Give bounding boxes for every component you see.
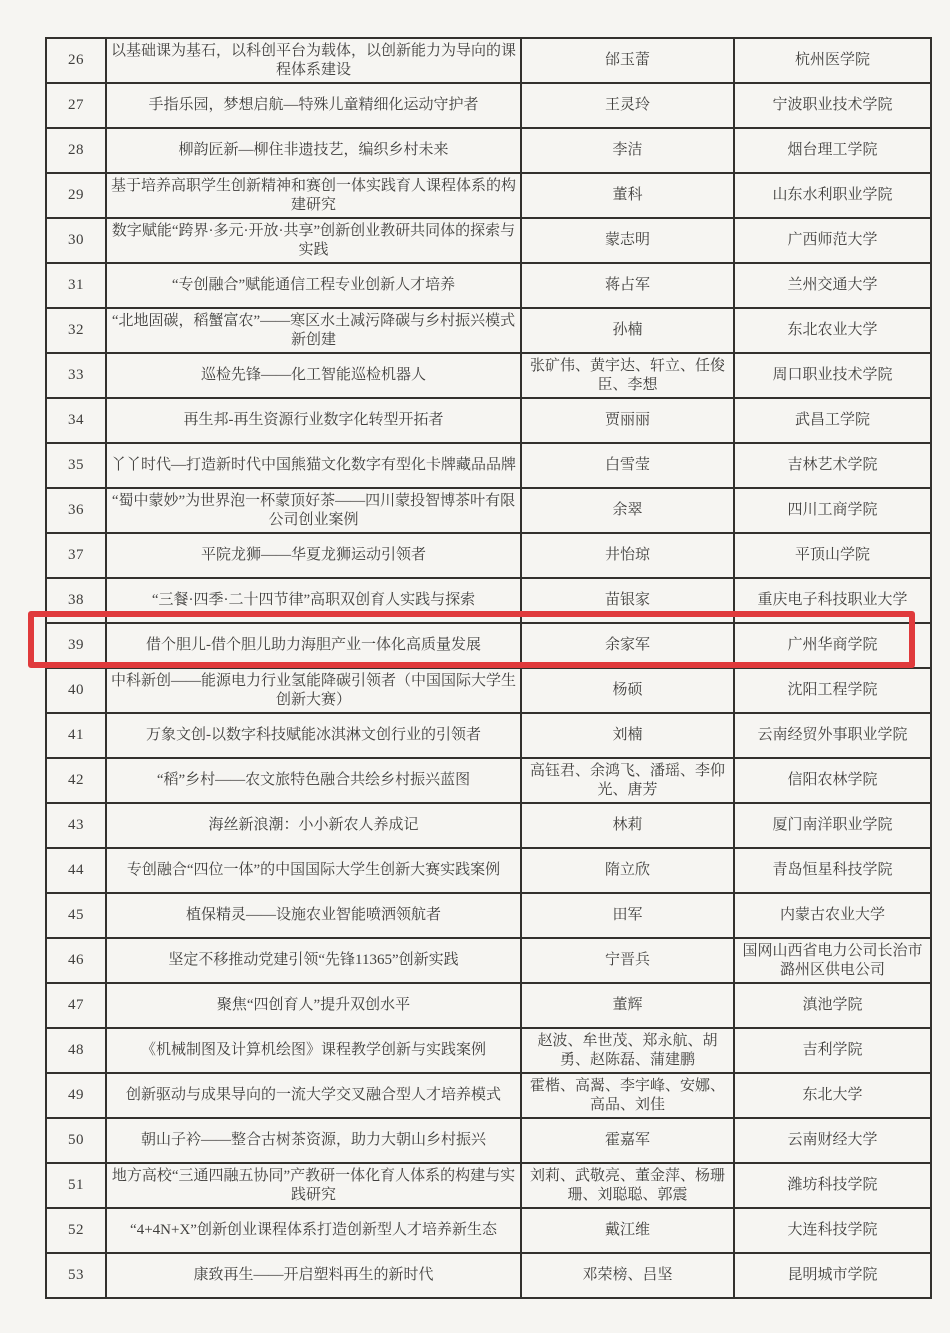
cell-names: 隋立欣 bbox=[521, 848, 734, 893]
cell-no: 32 bbox=[46, 308, 106, 353]
cell-institution: 昆明城市学院 bbox=[734, 1253, 931, 1298]
cell-no: 31 bbox=[46, 263, 106, 308]
cell-names: 白雪莹 bbox=[521, 443, 734, 488]
table-row bbox=[46, 668, 931, 713]
cell-names: 蒋占军 bbox=[521, 263, 734, 308]
cell-no: 46 bbox=[46, 938, 106, 983]
cell-no: 36 bbox=[46, 488, 106, 533]
cell-title: 柳韵匠新—柳住非遗技艺，编织乡村未来 bbox=[106, 128, 521, 173]
cell-institution: 山东水利职业学院 bbox=[734, 173, 931, 218]
cell-names: 刘莉、武敬亮、董金萍、杨珊珊、刘聪聪、郭震 bbox=[521, 1163, 734, 1208]
table-row bbox=[46, 578, 931, 623]
cell-title: 专创融合“四位一体”的中国国际大学生创新大赛实践案例 bbox=[106, 848, 521, 893]
cell-names: 苗银家 bbox=[521, 578, 734, 623]
cell-title: 聚焦“四创育人”提升双创水平 bbox=[106, 983, 521, 1028]
cell-title: 再生邦-再生资源行业数字化转型开拓者 bbox=[106, 398, 521, 443]
cell-no: 47 bbox=[46, 983, 106, 1028]
cell-names: 宁晋兵 bbox=[521, 938, 734, 983]
cell-title: “4+4N+X”创新创业课程体系打造创新型人才培养新生态 bbox=[106, 1208, 521, 1253]
cell-title: 万象文创-以数字科技赋能冰淇淋文创行业的引领者 bbox=[106, 713, 521, 758]
cell-no: 38 bbox=[46, 578, 106, 623]
cell-institution: 宁波职业技术学院 bbox=[734, 83, 931, 128]
cell-title: 借个胆儿-借个胆儿助力海胆产业一体化高质量发展 bbox=[106, 623, 521, 668]
table-row bbox=[46, 623, 931, 668]
cell-title: 创新驱动与成果导向的一流大学交叉融合型人才培养模式 bbox=[106, 1073, 521, 1118]
cell-title: “专创融合”赋能通信工程专业创新人才培养 bbox=[106, 263, 521, 308]
table-row bbox=[46, 1253, 931, 1298]
cell-title: 海丝新浪潮：小小新农人养成记 bbox=[106, 803, 521, 848]
cell-no: 37 bbox=[46, 533, 106, 578]
cell-names: 井怡琼 bbox=[521, 533, 734, 578]
table-row bbox=[46, 443, 931, 488]
cell-institution: 云南经贸外事职业学院 bbox=[734, 713, 931, 758]
cell-names: 董科 bbox=[521, 173, 734, 218]
cell-names: 杨硕 bbox=[521, 668, 734, 713]
cell-names: 余翠 bbox=[521, 488, 734, 533]
cell-title: 《机械制图及计算机绘图》课程教学创新与实践案例 bbox=[106, 1028, 521, 1073]
table-row bbox=[46, 173, 931, 218]
cell-title: 中科新创——能源电力行业氢能降碳引领者（中国国际大学生创新大赛） bbox=[106, 668, 521, 713]
table-row bbox=[46, 1073, 931, 1118]
cell-title: 巡检先锋——化工智能巡检机器人 bbox=[106, 353, 521, 398]
cell-no: 51 bbox=[46, 1163, 106, 1208]
table-row bbox=[46, 398, 931, 443]
cell-names: 余家军 bbox=[521, 623, 734, 668]
cell-no: 29 bbox=[46, 173, 106, 218]
cell-no: 41 bbox=[46, 713, 106, 758]
cell-institution: 吉利学院 bbox=[734, 1028, 931, 1073]
cell-names: 贾丽丽 bbox=[521, 398, 734, 443]
cell-no: 53 bbox=[46, 1253, 106, 1298]
cell-names: 孙楠 bbox=[521, 308, 734, 353]
cell-title: 植保精灵——设施农业智能喷洒领航者 bbox=[106, 893, 521, 938]
cell-institution: 周口职业技术学院 bbox=[734, 353, 931, 398]
table-row bbox=[46, 1208, 931, 1253]
cell-institution: 云南财经大学 bbox=[734, 1118, 931, 1163]
cell-title: 丫丫时代—打造新时代中国熊猫文化数字有型化卡牌藏品品牌 bbox=[106, 443, 521, 488]
cell-institution: 平顶山学院 bbox=[734, 533, 931, 578]
cell-institution: 国网山西省电力公司长治市潞州区供电公司 bbox=[734, 938, 931, 983]
cell-no: 42 bbox=[46, 758, 106, 803]
cell-no: 39 bbox=[46, 623, 106, 668]
table-row bbox=[46, 533, 931, 578]
cell-names: 蒙志明 bbox=[521, 218, 734, 263]
cell-title: 朝山子衿——整合古树茶资源，助力大朝山乡村振兴 bbox=[106, 1118, 521, 1163]
cell-institution: 大连科技学院 bbox=[734, 1208, 931, 1253]
cell-names: 赵波、牟世茂、郑永航、胡勇、赵陈磊、蒲建鹏 bbox=[521, 1028, 734, 1073]
cell-names: 李洁 bbox=[521, 128, 734, 173]
cell-names: 戴江维 bbox=[521, 1208, 734, 1253]
table-row bbox=[46, 488, 931, 533]
cell-institution: 内蒙古农业大学 bbox=[734, 893, 931, 938]
cell-title: 地方高校“三通四融五协同”产教研一体化育人体系的构建与实践研究 bbox=[106, 1163, 521, 1208]
table-row bbox=[46, 713, 931, 758]
cell-no: 35 bbox=[46, 443, 106, 488]
cell-no: 28 bbox=[46, 128, 106, 173]
cell-names: 董辉 bbox=[521, 983, 734, 1028]
table-row bbox=[46, 353, 931, 398]
cell-names: 王灵玲 bbox=[521, 83, 734, 128]
table-row bbox=[46, 848, 931, 893]
table-row bbox=[46, 128, 931, 173]
cell-no: 27 bbox=[46, 83, 106, 128]
cell-institution: 厦门南洋职业学院 bbox=[734, 803, 931, 848]
cell-no: 45 bbox=[46, 893, 106, 938]
cell-title: 康致再生——开启塑料再生的新时代 bbox=[106, 1253, 521, 1298]
cell-no: 40 bbox=[46, 668, 106, 713]
cell-title: 平院龙狮——华夏龙狮运动引领者 bbox=[106, 533, 521, 578]
cell-names: 田军 bbox=[521, 893, 734, 938]
cell-names: 霍嘉军 bbox=[521, 1118, 734, 1163]
cell-institution: 兰州交通大学 bbox=[734, 263, 931, 308]
table-row bbox=[46, 803, 931, 848]
table-row bbox=[46, 938, 931, 983]
cell-names: 林莉 bbox=[521, 803, 734, 848]
cell-institution: 东北大学 bbox=[734, 1073, 931, 1118]
cell-institution: 沈阳工程学院 bbox=[734, 668, 931, 713]
cell-no: 52 bbox=[46, 1208, 106, 1253]
cell-institution: 杭州医学院 bbox=[734, 38, 931, 83]
cell-institution: 东北农业大学 bbox=[734, 308, 931, 353]
table-row bbox=[46, 308, 931, 353]
cell-title: 基于培养高职学生创新精神和赛创一体实践育人课程体系的构建研究 bbox=[106, 173, 521, 218]
cell-institution: 广西师范大学 bbox=[734, 218, 931, 263]
table-row bbox=[46, 263, 931, 308]
cell-no: 44 bbox=[46, 848, 106, 893]
table-row bbox=[46, 1118, 931, 1163]
cell-title: “三餐·四季·二十四节律”高职双创育人实践与探索 bbox=[106, 578, 521, 623]
cell-names: 刘楠 bbox=[521, 713, 734, 758]
cell-institution: 潍坊科技学院 bbox=[734, 1163, 931, 1208]
cell-title: “北地固碳，稻蟹富农”——寒区水土减污降碳与乡村振兴模式新创建 bbox=[106, 308, 521, 353]
cell-no: 50 bbox=[46, 1118, 106, 1163]
cell-institution: 广州华商学院 bbox=[734, 623, 931, 668]
table-row bbox=[46, 1028, 931, 1073]
cell-names: 邰玉蕾 bbox=[521, 38, 734, 83]
cell-no: 33 bbox=[46, 353, 106, 398]
cell-title: “稻”乡村——农文旅特色融合共绘乡村振兴蓝图 bbox=[106, 758, 521, 803]
award-table bbox=[45, 37, 932, 1299]
table-row bbox=[46, 983, 931, 1028]
table-row bbox=[46, 83, 931, 128]
cell-title: 手指乐园，梦想启航—特殊儿童精细化运动守护者 bbox=[106, 83, 521, 128]
cell-names: 邓荣榜、吕坚 bbox=[521, 1253, 734, 1298]
cell-institution: 武昌工学院 bbox=[734, 398, 931, 443]
table-row bbox=[46, 893, 931, 938]
cell-names: 霍楷、高翯、李宇峰、安娜、高品、刘佳 bbox=[521, 1073, 734, 1118]
table-body bbox=[46, 38, 931, 1298]
table-row bbox=[46, 1163, 931, 1208]
table-row bbox=[46, 38, 931, 83]
cell-title: 坚定不移推动党建引领“先锋11365”创新实践 bbox=[106, 938, 521, 983]
cell-institution: 四川工商学院 bbox=[734, 488, 931, 533]
cell-names: 张矿伟、黄宇达、轩立、任俊臣、李想 bbox=[521, 353, 734, 398]
cell-no: 48 bbox=[46, 1028, 106, 1073]
cell-names: 高钰君、余鸿飞、潘瑶、李仰光、唐芳 bbox=[521, 758, 734, 803]
cell-institution: 重庆电子科技职业大学 bbox=[734, 578, 931, 623]
cell-institution: 信阳农林学院 bbox=[734, 758, 931, 803]
table-row bbox=[46, 218, 931, 263]
cell-institution: 吉林艺术学院 bbox=[734, 443, 931, 488]
cell-no: 34 bbox=[46, 398, 106, 443]
cell-institution: 滇池学院 bbox=[734, 983, 931, 1028]
cell-title: 数字赋能“跨界·多元·开放·共享”创新创业教研共同体的探索与实践 bbox=[106, 218, 521, 263]
cell-no: 30 bbox=[46, 218, 106, 263]
cell-no: 43 bbox=[46, 803, 106, 848]
table-row bbox=[46, 758, 931, 803]
cell-title: 以基础课为基石，以科创平台为载体，以创新能力为导向的课程体系建设 bbox=[106, 38, 521, 83]
cell-institution: 烟台理工学院 bbox=[734, 128, 931, 173]
cell-no: 26 bbox=[46, 38, 106, 83]
cell-institution: 青岛恒星科技学院 bbox=[734, 848, 931, 893]
cell-title: “蜀中蒙妙”为世界泡一杯蒙顶好茶——四川蒙投智博茶叶有限公司创业案例 bbox=[106, 488, 521, 533]
cell-no: 49 bbox=[46, 1073, 106, 1118]
